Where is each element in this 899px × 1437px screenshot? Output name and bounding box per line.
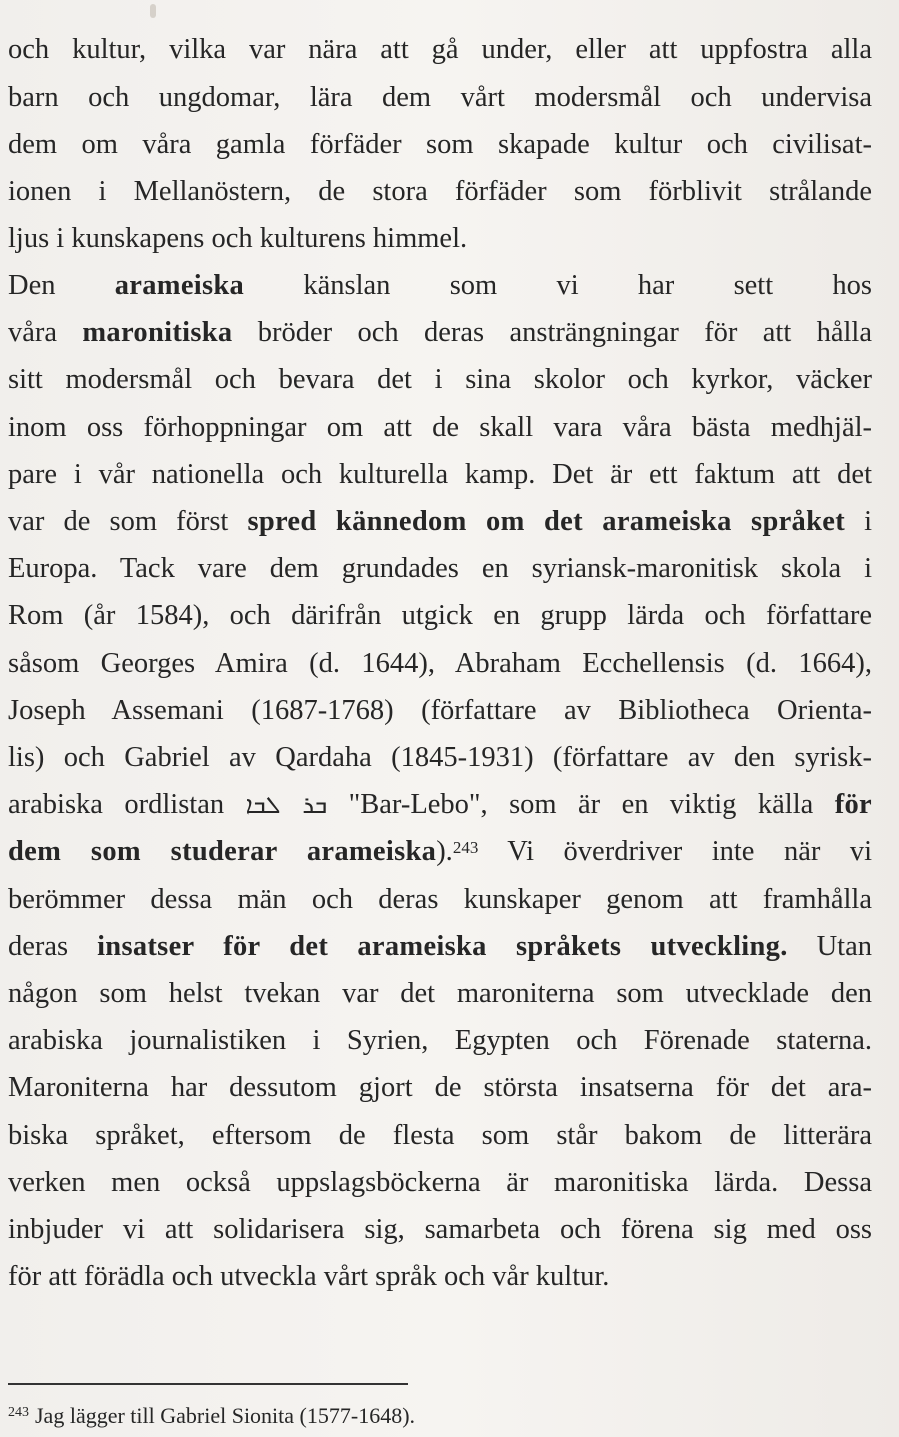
paper-speck [150,4,156,18]
text-line-18: dem som studerar arameiska).$^{243}$ Vi överdriver inte när vi [8,836,872,867]
bold-term: spred kännedom om det arameiska språket [247,506,845,537]
text-line-13: Rom (år 1584), och därifrån utgick en grupp lärda och författare [8,600,872,631]
text-line-22: arabiska journalistiken i Syrien, Egypten och Förenade staterna. [8,1025,872,1056]
footnote-number: 243 [8,1405,29,1420]
text-line-4: ionen i Mellanöstern, de stora förfäder som förblivit strålande [8,176,872,207]
text-line-10: pare i vår nationella och kulturella kamp. Det är ett faktum att det [8,459,872,490]
text-line-6: Den arameiska känslan som vi har sett hos [8,270,872,301]
text-line-1: och kultur, vilka var nära att gå under, eller att uppfostra alla [8,34,872,65]
text-line-3: dem om våra gamla förfäder som skapade kultur och civilisat- [8,129,872,160]
bold-term: dem som studerar arameiska [8,836,437,867]
text-line-5: ljus i kunskapens och kulturens himmel. [8,223,468,254]
text-line-11: var de som först spred kännedom om det arameiska språket i [8,506,873,537]
text-line-15: Joseph Assemani (1687-1768) (författare av Bibliotheca Orienta- [8,695,872,726]
text-line-12: Europa. Tack vare dem grundades en syriansk-maronitisk skola i [8,553,872,584]
footnote-text: Jag lägger till Gabriel Sionita (1577-1648). [35,1403,416,1428]
footnote-marker[interactable]: 243 [452,838,479,857]
text-line-14: såsom Georges Amira (d. 1644), Abraham Ecchellensis (d. 1664), [8,648,872,679]
text-line-23: Maroniterna har dessutom gjort de största insatserna för det ara- [8,1072,872,1103]
text-line-25: verken men också uppslagsböckerna är maronitiska lärda. Dessa [8,1167,872,1198]
text-line-20: deras insatser för det arameiska språkets utveckling. Utan [8,931,872,962]
text-line-26: inbjuder vi att solidarisera sig, samarbeta och förena sig med oss [8,1214,872,1245]
text-line-9: inom oss förhoppningar om att de skall vara våra bästa medhjäl- [8,412,872,443]
bold-term: för [834,789,872,820]
bold-term: maronitiska [82,317,233,348]
text-line-2: barn och ungdomar, lära dem vårt modersmål och undervisa [8,82,872,113]
footnote-divider [8,1383,408,1385]
footnote [8,1402,888,1430]
text-line-27: för att förädla och utveckla vårt språk och vår kultur. [8,1261,610,1292]
text-line-21: någon som helst tvekan var det maroniterna som utvecklade den [8,978,872,1009]
bold-term: insatser för det arameiska språkets utveckling. [97,931,788,962]
syriac-title: ܒܪ ܠܒܐ [245,791,328,819]
text-line-16: lis) och Gabriel av Qardaha (1845-1931) (författare av den syrisk- [8,742,872,773]
text-line-19: berömmer dessa män och deras kunskaper genom att framhålla [8,884,872,915]
text-line-17: arabiska ordlistan ܒܪ ܠܒܐ "Bar-Lebo", som är en viktig källa för [8,789,872,820]
bold-term: arameiska [114,270,245,301]
text-line-7: våra maronitiska bröder och deras ansträngningar för att hålla [8,317,872,348]
text-line-8: sitt modersmål och bevara det i sina skolor och kyrkor, väcker [8,364,872,395]
text-line-24: biska språket, eftersom de flesta som står bakom de litterära [8,1120,872,1151]
